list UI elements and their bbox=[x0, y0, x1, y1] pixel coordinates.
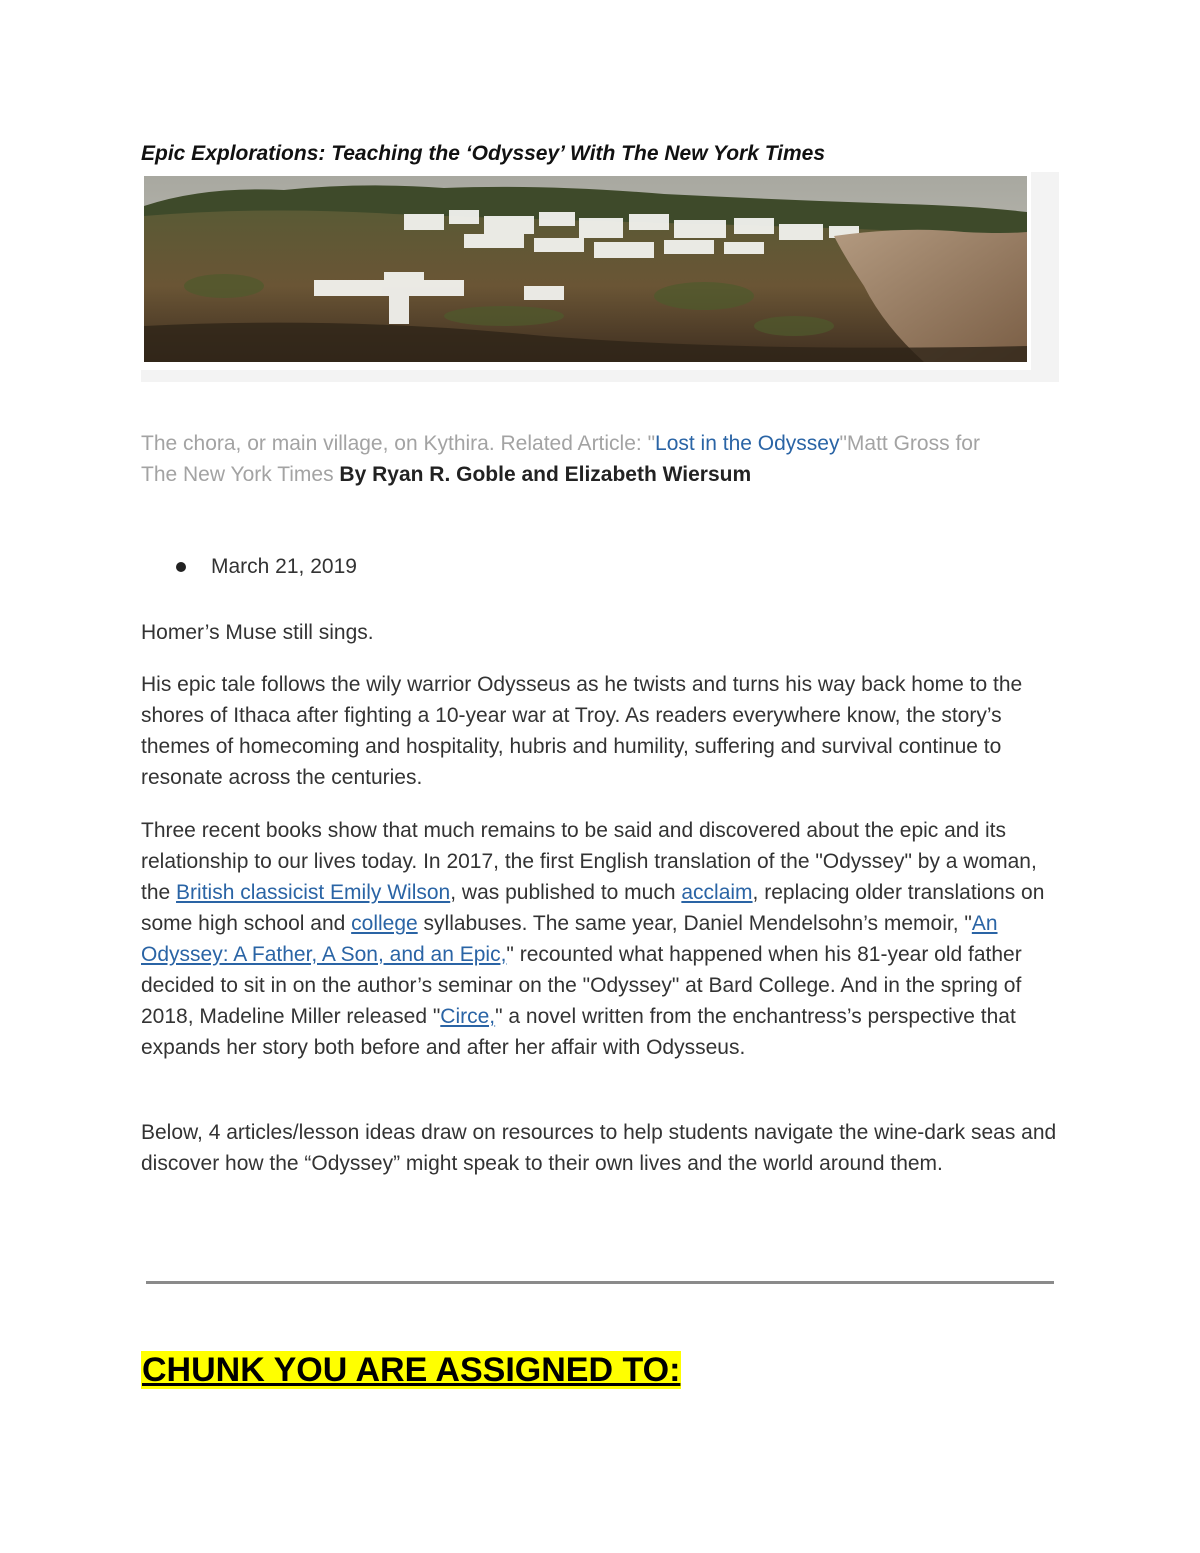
landscape-photo bbox=[144, 176, 1027, 362]
paragraph-summary: His epic tale follows the wily warrior Odysseus as he twists and turns his way back home to the shores of Ithaca after fighting a 10-year war at Troy. As readers everywhere know, the story’s themes of homecoming and hospitality, hubris and humility, suffering and survival continue to resonate across the centuries. bbox=[141, 673, 1023, 789]
text-segment: " recounted what happened when his 81-year old father decided to sit in on the author’s seminar on the "Odyssey" at Bard College. And in the spring of 2018, Madeline Miller released " bbox=[141, 943, 1022, 1028]
link-college[interactable]: college bbox=[351, 912, 418, 935]
link-circe[interactable]: Circe, bbox=[440, 1005, 496, 1028]
caption-text: The chora, or main village, on Kythira. Related Article: " bbox=[141, 432, 656, 455]
bullet-icon bbox=[176, 562, 186, 572]
caption-credit: "Matt Gross for The New York Times bbox=[141, 432, 980, 486]
link-emily-wilson[interactable]: British classicist Emily Wilson bbox=[176, 881, 451, 904]
chunk-heading bbox=[141, 1351, 681, 1389]
photo-frame bbox=[141, 172, 1059, 382]
chunk-heading-text: CHUNK YOU ARE ASSIGNED TO: bbox=[142, 1351, 681, 1389]
article-title: Epic Explorations: Teaching the ‘Odyssey’ With The New York Times bbox=[141, 142, 826, 165]
paragraph-lessons: Below, 4 articles/lesson ideas draw on resources to help students navigate the wine-dark seas and discover how the “Odyssey” might speak to their own lives and the world around them. bbox=[141, 1121, 1057, 1175]
text-segment: syllabuses. The same year, Daniel Mendelsohn’s memoir, " bbox=[417, 912, 972, 935]
photo-caption bbox=[141, 428, 1021, 490]
text-segment: , replacing older translations on some high school and bbox=[141, 881, 1045, 935]
text-segment: , was published to much bbox=[450, 881, 682, 904]
related-article-link[interactable]: Lost in the Odyssey bbox=[655, 432, 840, 455]
text-segment: Three recent books show that much remains to be said and discovered about the epic and its relationship to our lives today. In 2017, the first English translation of the "Odyssey" by a woman, the bbox=[141, 819, 1037, 904]
byline: By Ryan R. Goble and Elizabeth Wiersum bbox=[339, 463, 752, 486]
photo-container bbox=[141, 172, 1031, 370]
text-segment: " a novel written from the enchantress’s perspective that expands her story both before and after her affair with Odysseus. bbox=[141, 1005, 1016, 1059]
paragraph-books bbox=[141, 815, 1066, 1063]
publish-date: March 21, 2019 bbox=[211, 555, 357, 578]
horizontal-divider bbox=[146, 1281, 1054, 1284]
link-acclaim[interactable]: acclaim bbox=[681, 881, 753, 904]
link-an-odyssey[interactable]: An Odyssey: A Father, A Son, and an Epic, bbox=[141, 912, 998, 966]
paragraph-intro: Homer’s Muse still sings. bbox=[141, 621, 374, 644]
date-list-item bbox=[176, 555, 357, 579]
